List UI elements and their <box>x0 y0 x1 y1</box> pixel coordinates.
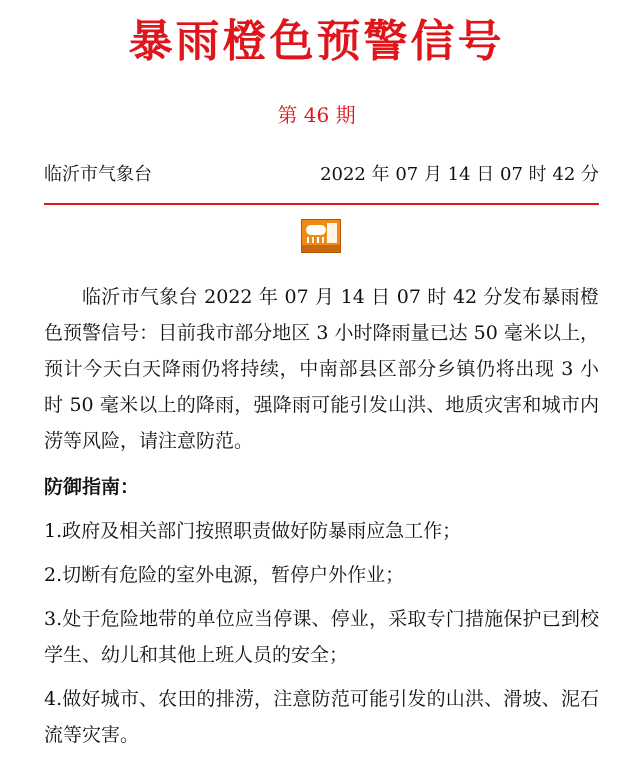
issuer: 临沂市气象台 <box>44 164 152 185</box>
guidance-item: 3.处于危险地带的单位应当停课、停业，采取专门措施保护已到校学生、幼儿和其他上班人员的安全； <box>44 608 599 666</box>
guidance-item: 4.做好城市、农田的排涝，注意防范可能引发的山洪、滑坡、泥石流等灾害。 <box>44 688 599 746</box>
rainstorm-orange-warning-icon <box>301 219 341 253</box>
meta-row <box>44 161 599 189</box>
issued-time: 2022 年 07 月 14 日 07 时 42 分 <box>320 164 599 185</box>
signal-band <box>302 245 340 252</box>
guidance-item: 2.切断有危险的室外电源，暂停户外作业； <box>44 564 405 586</box>
document-body <box>44 279 599 753</box>
warning-paragraph: 临沂市气象台 2022 年 07 月 14 日 07 时 42 分发布暴雨橙色预警信号：目前我市部分地区 3 小时降雨量已达 50 毫米以上，预计今天白天降雨仍将持续，中南部县区部分乡镇仍将出现 3 小时 50 毫米以上的降雨，强降雨可能引发山洪、地质灾害和城市内涝等风险，请注意防范。 <box>44 286 599 452</box>
guidance-heading: 防御指南： <box>44 476 140 498</box>
red-divider <box>44 203 599 205</box>
page-title: 暴雨橙色预警信号 <box>128 16 505 67</box>
issue-number: 第 46 期 <box>277 103 356 127</box>
cloud-icon <box>306 225 326 235</box>
guidance-item: 1.政府及相关部门按照职责做好防暴雨应急工作； <box>44 520 462 542</box>
signal-tag <box>327 223 337 243</box>
rain-drops-icon <box>307 237 325 243</box>
